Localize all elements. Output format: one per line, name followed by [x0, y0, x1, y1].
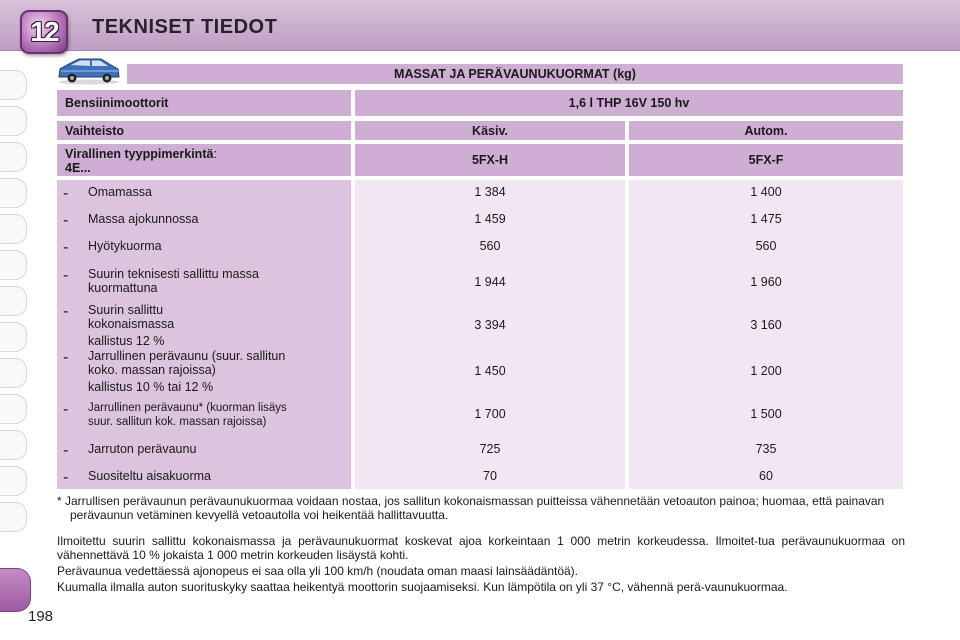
row-auto-value: 560 [755, 239, 777, 253]
table-row [57, 239, 903, 255]
chapter-tab[interactable] [0, 214, 27, 244]
car-icon [55, 55, 123, 85]
note-altitude: Ilmoitettu suurin sallittu kokonaismassa ja perävaunukuormat koskevat ajoa korkeintaan 1 000 metrin korkeudessa. Ilmoitet-tua perävaunukuormaa on vähennettävä 10 % jokaista 1 000 metrin korkeuden lisäystä kohti. [57, 534, 905, 562]
gearbox-manual: Käsiv. [355, 121, 625, 140]
chapter-tab[interactable] [0, 286, 27, 316]
type-auto: 5FX-F [629, 144, 903, 176]
page-number: 198 [28, 608, 54, 625]
engine-label: Bensiinimoottorit [57, 90, 351, 116]
row-label-line: Suurin teknisesti sallittu massa [88, 267, 259, 281]
row-auto-value: 735 [755, 442, 777, 456]
row-label-line: Suurin sallittu [88, 303, 164, 317]
table-row [57, 469, 903, 485]
page-header [0, 0, 960, 51]
note-heat: Kuumalla ilmalla auton suorituskyky saattaa heikentyä moottorin suojaamiseksi. Kun lämpötila on yli 37 °C, vähennä perä-vaunukuormaa. [57, 580, 788, 594]
row-manual-value: 560 [479, 239, 501, 253]
chapter-tab[interactable] [0, 250, 27, 280]
chapter-tab[interactable] [0, 70, 27, 100]
chapter-tabs [0, 60, 32, 580]
chapter-tab[interactable] [0, 178, 27, 208]
chapter-tab[interactable] [0, 430, 27, 460]
row-label-line: Jarrullinen perävaunu* (kuorman lisäys [88, 402, 287, 414]
table-row [57, 442, 903, 458]
row-label: Suositeltu aisakuorma [88, 469, 211, 483]
row-manual-value: 1 700 [474, 407, 506, 421]
table-row [57, 349, 903, 395]
row-auto-value: 3 160 [750, 318, 782, 332]
row-label: Omamassa [88, 185, 152, 199]
row-manual-value: 1 384 [474, 185, 506, 199]
chapter-tab[interactable] [0, 394, 27, 424]
note-speed: Perävaunua vedettäessä ajonopeus ei saa olla yli 100 km/h (noudata oman maasi lainsäädäntöä). [57, 564, 579, 578]
table-row [57, 303, 903, 349]
chapter-tab[interactable] [0, 466, 27, 496]
row-label-line: Jarrullinen perävaunu (suur. sallitun [88, 349, 286, 363]
footnote: * Jarrullisen perävaunun perävaunukuormaa voidaan nostaa, jos sallitun kokonaismassan puitteissa vähennetään vetoauton painoa; huomaa, että painavan perävaunun vetäminen kevyellä vetoautolla voi heikentää hallittavuutta. [57, 494, 885, 522]
row-label: Jarruton perävaunu [88, 442, 197, 456]
row-auto-value: 1 200 [750, 364, 782, 378]
chapter-tab[interactable] [0, 358, 27, 388]
row-dash: - [63, 469, 69, 486]
chapter-badge [20, 10, 68, 54]
type-manual: 5FX-H [355, 144, 625, 176]
chapter-tab[interactable] [0, 322, 27, 352]
row-dash: - [63, 401, 69, 418]
type-label-cell [57, 144, 351, 176]
row-label-line: kallistus 10 % tai 12 % [88, 380, 214, 394]
row-label-line: koko. massan rajoissa) [88, 363, 216, 377]
row-manual-value: 1 450 [474, 364, 506, 378]
chapter-tab[interactable] [0, 502, 27, 532]
row-dash: - [63, 442, 69, 459]
table-row [57, 401, 903, 431]
type-label-suffix: : [213, 147, 217, 161]
row-auto-value: 1 475 [750, 212, 782, 226]
row-auto-value: 60 [759, 469, 773, 483]
row-manual-value: 3 394 [474, 318, 506, 332]
row-label: Hyötykuorma [88, 239, 162, 253]
row-dash: - [63, 212, 69, 229]
type-prefix: 4E... [65, 161, 91, 175]
engine-value: 1,6 l THP 16V 150 hv [355, 90, 903, 116]
page-title: TEKNISET TIEDOT [92, 16, 278, 38]
row-manual-value: 725 [479, 442, 501, 456]
row-auto-value: 1 960 [750, 275, 782, 289]
row-label-line: suur. sallitun kok. massan rajoissa) [88, 416, 267, 428]
gearbox-label: Vaihteisto [57, 121, 351, 140]
table-title: MASSAT JA PERÄVAUNUKUORMAT (kg) [127, 64, 903, 84]
row-manual-value: 1 459 [474, 212, 506, 226]
row-label-line: kuormattuna [88, 281, 158, 295]
chapter-tab-active[interactable] [0, 568, 31, 612]
table-row [57, 212, 903, 228]
chapter-tab[interactable] [0, 142, 27, 172]
row-manual-value: 1 944 [474, 275, 506, 289]
row-dash: - [63, 185, 69, 202]
table-row [57, 185, 903, 201]
row-label-line: kokonaismassa [88, 317, 175, 331]
table-row [57, 267, 903, 297]
row-dash: - [63, 349, 69, 366]
row-dash: - [63, 267, 69, 284]
row-dash: - [63, 239, 69, 256]
chapter-number: 12 [30, 16, 58, 47]
chapter-tab[interactable] [0, 106, 27, 136]
row-dash: - [63, 303, 69, 320]
gearbox-auto: Autom. [629, 121, 903, 140]
row-manual-value: 70 [483, 469, 497, 483]
row-label-line: kallistus 12 % [88, 334, 165, 348]
row-auto-value: 1 400 [750, 185, 782, 199]
type-label: Virallinen tyyppimerkintä [65, 147, 214, 161]
row-auto-value: 1 500 [750, 407, 782, 421]
row-label: Massa ajokunnossa [88, 212, 199, 226]
